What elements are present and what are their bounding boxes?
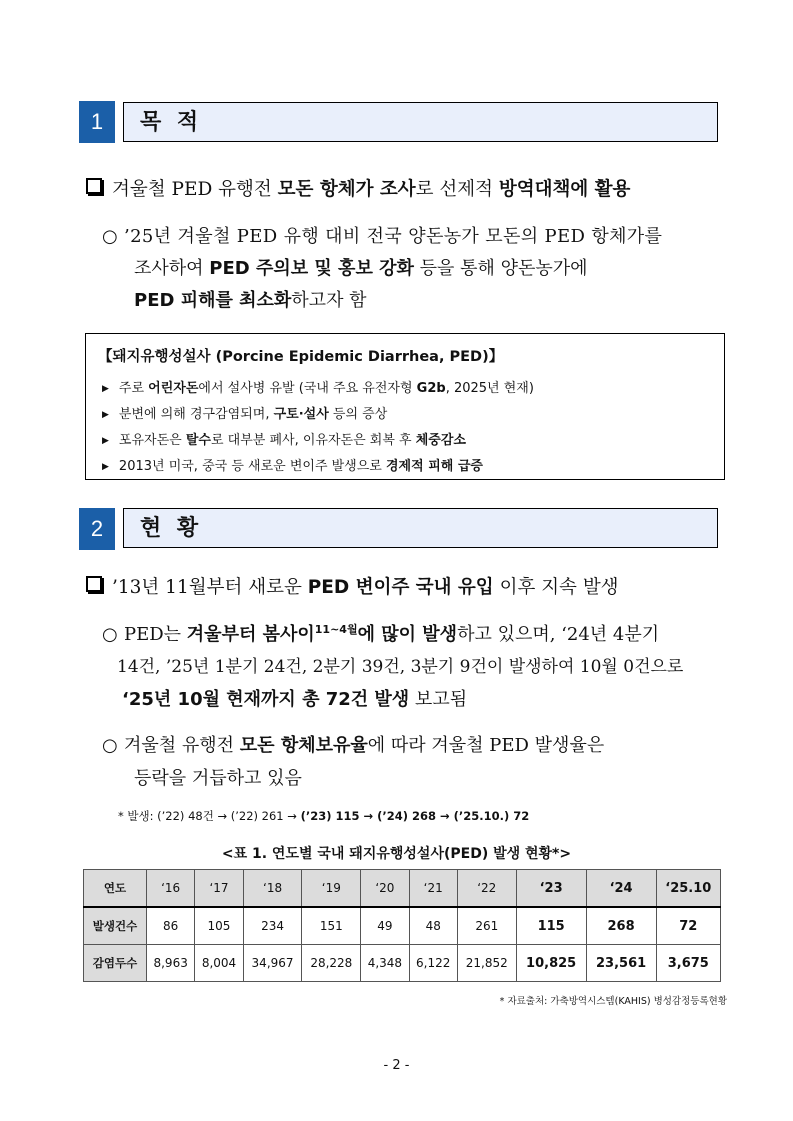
section-number-2: 2	[79, 508, 115, 550]
info-item-4	[102, 455, 483, 474]
info-item-3	[102, 429, 466, 448]
info-item-1	[102, 377, 534, 396]
bold-text: 탈수	[185, 433, 211, 448]
text: 등을 통해 양돈농가에	[413, 258, 588, 279]
table-cell: 6,122	[409, 945, 457, 982]
info-item-2	[102, 403, 387, 422]
table-cell: 발생건수	[84, 907, 147, 945]
table-cell: 8,963	[147, 945, 195, 982]
table-cell: 234	[243, 907, 302, 945]
text: 에 따라 겨울철 PED 발생율은	[367, 735, 605, 756]
section2-sub1-line2	[117, 652, 683, 677]
text: 하고 있으며, ‘24년 4분기	[457, 624, 660, 645]
page-number: - 2 -	[383, 1058, 410, 1073]
table-cell: 4,348	[361, 945, 409, 982]
table-cell: ‘19	[302, 870, 361, 908]
table-cell: 10,825	[516, 945, 586, 982]
text: 로 대부분 폐사, 이유자돈은 회복 후	[210, 433, 416, 448]
triangle-bullet-icon: ▶	[102, 384, 109, 394]
section-title-1: 목 적	[123, 102, 718, 142]
table-cell: ‘21	[409, 870, 457, 908]
section1-sub-line3	[134, 286, 367, 312]
text: 등의 증상	[328, 407, 388, 422]
table-cell: 23,561	[586, 945, 656, 982]
bold-text: PED 주의보 및 홍보 강화	[209, 258, 414, 279]
bold-text: G2b	[416, 381, 446, 396]
section-title-2: 현 황	[123, 508, 718, 548]
info-box-title: 【돼지유행성설사 (Porcine Epidemic Diarrhea, PED)】	[98, 349, 504, 365]
occurrence-note	[118, 808, 529, 824]
table-cell: 감염두수	[84, 945, 147, 982]
section2-sub1-line3	[122, 685, 467, 711]
table-cell: 105	[195, 907, 243, 945]
table-cell: 48	[409, 907, 457, 945]
section1-sub-line1	[102, 222, 662, 248]
triangle-bullet-icon: ▶	[102, 436, 109, 446]
table-row	[84, 907, 721, 945]
table-cell: ‘22	[457, 870, 516, 908]
table-cell: 34,967	[243, 945, 302, 982]
text: 주로	[118, 381, 149, 396]
section1-bullet	[86, 175, 630, 201]
bold-text: 모돈 항체보유율	[239, 735, 368, 756]
text: ’25년 겨울철 PED 유행 대비 전국 양돈농가 모돈의 PED 항체가를	[124, 226, 663, 247]
bold-text: 겨울부터 봄사이	[186, 624, 315, 645]
text: 14건, ’25년 1분기 24건, 2분기 39건, 3분기 9건이 발생하여 10월 0건으로	[117, 657, 684, 677]
section2-sub1-line1	[102, 620, 659, 646]
circle-bullet-icon: ○	[102, 735, 118, 756]
square-bullet-icon	[86, 576, 102, 592]
text: 이후 지속 발생	[493, 577, 619, 598]
table-cell: 72	[656, 907, 720, 945]
text: PED는	[124, 624, 187, 645]
bold-text: 체중감소	[415, 433, 466, 448]
text: 로 선제적	[415, 179, 499, 200]
table-cell: 268	[586, 907, 656, 945]
table-cell: 8,004	[195, 945, 243, 982]
bold-text: 모돈 항체가 조사	[277, 179, 416, 200]
text: ’13년 11월부터 새로운	[112, 577, 308, 598]
text: 하고자 함	[291, 290, 367, 311]
section2-sub2-line1	[102, 731, 604, 757]
section2-sub2-line2	[134, 764, 302, 790]
table-cell: 261	[457, 907, 516, 945]
section-number-1: 1	[79, 101, 115, 143]
text: 에서 설사병 유발 (국내 주요 유전자형	[198, 381, 417, 396]
bold-text: 어린자돈	[148, 381, 199, 396]
bold-text: 구토·설사	[273, 407, 329, 422]
circle-bullet-icon: ○	[102, 624, 118, 645]
bold-text: PED 피해를 최소화	[134, 290, 292, 311]
table-cell: 115	[516, 907, 586, 945]
text: 보고됨	[409, 689, 468, 710]
table-cell: 21,852	[457, 945, 516, 982]
superscript-text: 11~4월	[314, 623, 358, 636]
table-caption: <표 1. 연도별 국내 돼지유행성설사(PED) 발생 현황*>	[221, 846, 572, 862]
bold-text: 방역대책에 활용	[498, 179, 631, 200]
bold-text: 에 많이 발생	[357, 624, 458, 645]
text: , 2025년 현재)	[445, 381, 534, 396]
text: 포유자돈은	[118, 433, 186, 448]
bold-text: ‘25년 10월 현재까지 총 72건 발생	[122, 689, 410, 710]
table-cell: ‘24	[586, 870, 656, 908]
table-header-row	[84, 870, 721, 908]
table-cell: ‘18	[243, 870, 302, 908]
table-cell: 86	[147, 907, 195, 945]
ped-occurrence-table	[83, 869, 721, 982]
table-cell: ‘23	[516, 870, 586, 908]
text: 겨울철 PED 유행전	[112, 179, 278, 200]
triangle-bullet-icon: ▶	[102, 410, 109, 420]
table-cell: 연도	[84, 870, 147, 908]
ped-info-box	[85, 333, 725, 480]
bold-text: 경제적 피해 급증	[386, 459, 483, 474]
section2-bullet	[86, 573, 619, 599]
table-cell: ‘17	[195, 870, 243, 908]
text: 겨울철 유행전	[124, 735, 240, 756]
circle-bullet-icon: ○	[102, 226, 118, 247]
table-source-note: * 자료출처: 가축방역시스템(KAHIS) 병성감정등록현황	[499, 996, 727, 1007]
bold-text: (’23) 115 → (’24) 268 → (’25.10.) 72	[300, 809, 530, 823]
section1-sub-line2	[134, 254, 588, 280]
table-cell: 28,228	[302, 945, 361, 982]
square-bullet-icon	[86, 178, 102, 194]
table-cell: ‘16	[147, 870, 195, 908]
text: 조사하여	[134, 258, 210, 279]
table-cell: ‘20	[361, 870, 409, 908]
text: 2013년 미국, 중국 등 새로운 변이주 발생으로	[118, 459, 386, 474]
table-cell: ‘25.10	[656, 870, 720, 908]
table-row	[84, 945, 721, 982]
triangle-bullet-icon: ▶	[102, 462, 109, 472]
text: * 발생: (’22) 48건 → (’22) 261 →	[118, 809, 301, 823]
text: 분변에 의해 경구감염되며,	[118, 407, 274, 422]
text: 등락을 거듭하고 있음	[134, 768, 302, 789]
bold-text: PED 변이주 국내 유입	[307, 577, 494, 598]
table-cell: 49	[361, 907, 409, 945]
table-cell: 151	[302, 907, 361, 945]
table-cell: 3,675	[656, 945, 720, 982]
